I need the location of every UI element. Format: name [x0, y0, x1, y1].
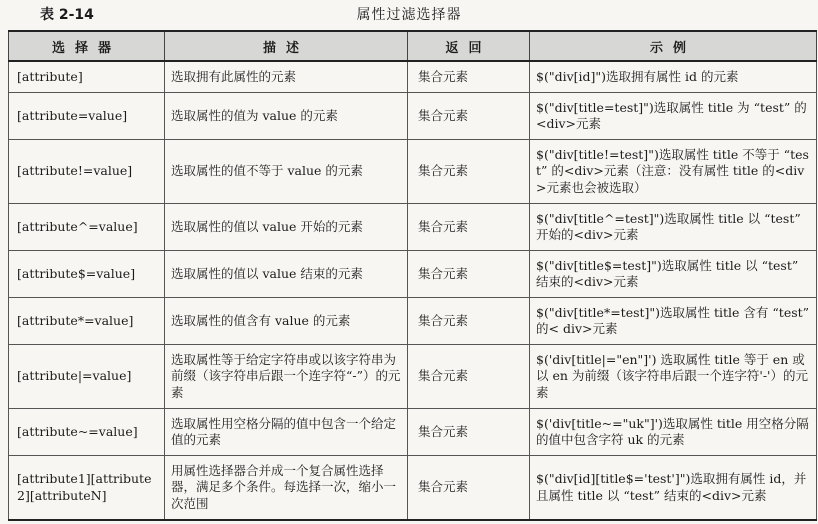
returns-cell: 集合元素 — [408, 140, 530, 204]
returns-cell: 集合元素 — [408, 298, 530, 345]
table-number: 表 2-14 — [40, 7, 94, 23]
table-row — [9, 204, 817, 251]
selector-cell: [attribute^=value] — [9, 204, 165, 251]
description-cell: 选取属性的值以 value 开始的元素 — [165, 204, 408, 251]
table-row — [9, 298, 817, 345]
header-description: 描述 — [165, 31, 408, 61]
table-caption — [0, 4, 818, 24]
header-selector: 选择器 — [9, 31, 165, 61]
returns-cell: 集合元素 — [408, 345, 530, 409]
selector-cell: [attribute|=value] — [9, 345, 165, 409]
table-header-row — [9, 31, 817, 61]
selector-cell: [attribute] — [9, 61, 165, 93]
example-cell: $("div[title*=test]")选取属性 title 含有 “test” 的< div>元素 — [530, 298, 817, 345]
returns-cell: 集合元素 — [408, 61, 530, 93]
selector-cell: [attribute*=value] — [9, 298, 165, 345]
example-cell: $("div[title=test]")选取属性 title 为 “test” 的<div>元素 — [530, 93, 817, 140]
attribute-filter-selector-table — [8, 30, 817, 521]
example-cell: $("div[id][title$='test']")选取拥有属性 id，并且属性 title 以 “test” 结束的<div>元素 — [530, 456, 817, 521]
returns-cell: 集合元素 — [408, 456, 530, 521]
table-row — [9, 140, 817, 204]
selector-cell: [attribute!=value] — [9, 140, 165, 204]
header-returns: 返回 — [408, 31, 530, 61]
header-example: 示例 — [530, 31, 817, 61]
returns-cell: 集合元素 — [408, 93, 530, 140]
example-cell: $('div[title|="en"]') 选取属性 title 等于 en 或以 en 为前缀（该字符串后跟一个连字符'-'）的元素 — [530, 345, 817, 409]
description-cell: 选取属性的值含有 value 的元素 — [165, 298, 408, 345]
example-cell: $("div[id]")选取拥有属性 id 的元素 — [530, 61, 817, 93]
returns-cell: 集合元素 — [408, 251, 530, 298]
selector-cell: [attribute~=value] — [9, 409, 165, 456]
description-cell: 选取属性用空格分隔的值中包含一个给定值的元素 — [165, 409, 408, 456]
table-row — [9, 409, 817, 456]
description-cell: 选取拥有此属性的元素 — [165, 61, 408, 93]
example-cell: $("div[title$=test]")选取属性 title 以 “test” 结束的<div>元素 — [530, 251, 817, 298]
selector-cell: [attribute1][attribute2][attributeN] — [9, 456, 165, 521]
table-row — [9, 251, 817, 298]
example-cell: $("div[title!=test]")选取属性 title 不等于 “test” 的<div>元素（注意：没有属性 title 的<div>元素也会被选取） — [530, 140, 817, 204]
table-title: 属性过滤选择器 — [356, 7, 462, 23]
example-cell: $('div[title~="uk"]')选取属性 title 用空格分隔的值中包含字符 uk 的元素 — [530, 409, 817, 456]
table-row — [9, 61, 817, 93]
description-cell: 选取属性的值为 value 的元素 — [165, 93, 408, 140]
table-row — [9, 345, 817, 409]
description-cell: 用属性选择器合并成一个复合属性选择器，满足多个条件。每选择一次，缩小一次范围 — [165, 456, 408, 521]
returns-cell: 集合元素 — [408, 204, 530, 251]
description-cell: 选取属性的值不等于 value 的元素 — [165, 140, 408, 204]
selector-cell: [attribute=value] — [9, 93, 165, 140]
example-cell: $("div[title^=test]")选取属性 title 以 “test” 开始的<div>元素 — [530, 204, 817, 251]
selector-cell: [attribute$=value] — [9, 251, 165, 298]
table-row — [9, 93, 817, 140]
returns-cell: 集合元素 — [408, 409, 530, 456]
description-cell: 选取属性等于给定字符串或以该字符串为前缀（该字符串后跟一个连字符“-”）的元素 — [165, 345, 408, 409]
description-cell: 选取属性的值以 value 结束的元素 — [165, 251, 408, 298]
table-row — [9, 456, 817, 521]
